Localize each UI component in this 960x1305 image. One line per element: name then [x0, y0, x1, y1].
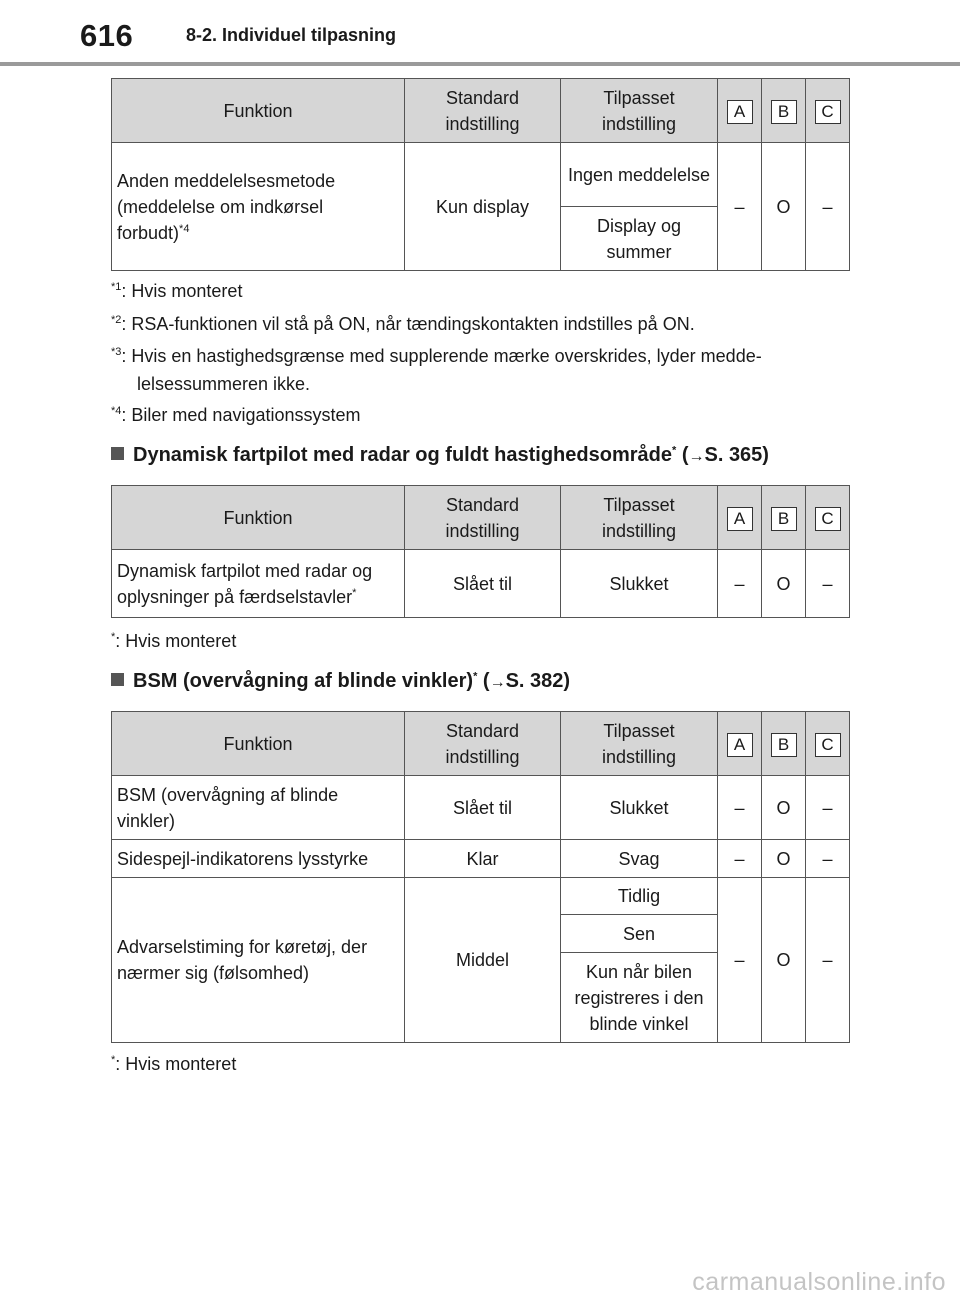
header-tilpasset: Tilpasset indstilling: [561, 486, 718, 550]
footnote-4: [111, 401, 361, 429]
settings-table-1: [111, 78, 850, 271]
footnote-mark: *: [111, 631, 116, 643]
footnote-text: : Hvis monteret: [115, 1054, 237, 1074]
header-divider: [0, 62, 960, 66]
cell-b: O: [762, 878, 806, 1043]
cell-tilpasset: Kun når bilen registreres i den blinde vinkel: [561, 953, 718, 1043]
header-b-badge: B: [771, 100, 797, 124]
header-c-badge: C: [815, 507, 841, 531]
header-funktion: Funktion: [112, 712, 405, 776]
cell-text: Dynamisk fartpilot med radar og oplysninger på færdselstavler: [117, 560, 373, 607]
footnote-star: [111, 1050, 236, 1078]
section-title: 8-2. Individuel tilpasning: [186, 25, 397, 45]
cell-a: –: [718, 143, 762, 271]
footnote-text: : Hvis en hastighedsgrænse med supplerende mærke overskrides, lyder medde-lelsessummeren ikke.: [121, 346, 762, 394]
footnote-mark: *: [671, 444, 677, 457]
section-heading-bsm: [111, 670, 570, 693]
footnote-text: : Hvis monteret: [121, 281, 243, 301]
footnote-text: : Biler med navigationssystem: [121, 405, 361, 425]
footnote-mark: *4: [179, 222, 190, 235]
header-tilpasset: Tilpasset indstilling: [561, 712, 718, 776]
header-a-badge: A: [727, 100, 753, 124]
cell-c: –: [806, 840, 850, 878]
footnote-2: [111, 310, 695, 338]
header-c-badge: C: [815, 100, 841, 124]
heading-text: BSM (overvågning af blinde vinkler): [133, 670, 474, 692]
heading-text: Dynamisk fartpilot med radar og fuldt hastighedsområde: [133, 444, 672, 466]
header-standard: Standard indstilling: [405, 79, 561, 143]
footnote-mark: *: [352, 586, 357, 599]
cell-standard: Klar: [405, 840, 561, 878]
footnote-mark: *: [111, 1054, 116, 1066]
cell-standard: Slået til: [405, 550, 561, 618]
header-standard: Standard indstilling: [405, 712, 561, 776]
cell-standard: Middel: [405, 878, 561, 1043]
cell-tilpasset: Slukket: [561, 550, 718, 618]
cell-tilpasset: Svag: [561, 840, 718, 878]
footnote-mark: *: [473, 670, 478, 683]
cell-a: –: [718, 840, 762, 878]
header-b-badge: B: [771, 507, 797, 531]
cell-a: –: [718, 550, 762, 618]
table-row-funktion: BSM (overvågning af blinde vinkler): [112, 776, 405, 840]
footnote-3: [111, 342, 877, 398]
page-reference-link[interactable]: S. 382): [505, 670, 571, 692]
footnote-text: : Hvis monteret: [115, 631, 237, 651]
header-b-badge: B: [771, 733, 797, 757]
cell-b: O: [762, 143, 806, 271]
footnote-text: : RSA-funktionen vil stå på ON, når tændingskontakten indstilles på ON.: [121, 314, 695, 334]
cell-c: –: [806, 550, 850, 618]
heading-paren: (: [477, 670, 490, 692]
footnote-star: [111, 627, 236, 655]
bullet-square-icon: [111, 673, 124, 686]
cell-standard: Slået til: [405, 776, 561, 840]
table-row-funktion: [112, 550, 405, 618]
cell-c: –: [806, 878, 850, 1043]
header-c-badge: C: [815, 733, 841, 757]
arrow-icon: →: [688, 448, 705, 465]
cell-a: –: [718, 878, 762, 1043]
cell-tilpasset: Ingen meddelelse: [561, 143, 718, 207]
settings-table-2: [111, 485, 850, 618]
cell-c: –: [806, 776, 850, 840]
cell-standard: Kun display: [405, 143, 561, 271]
cell-b: O: [762, 840, 806, 878]
footnote-mark: *1: [111, 281, 122, 293]
header-funktion: Funktion: [112, 486, 405, 550]
header-a-badge: A: [727, 507, 753, 531]
cell-tilpasset: Display og summer: [561, 207, 718, 271]
cell-a: –: [718, 776, 762, 840]
header-standard: Standard indstilling: [405, 486, 561, 550]
table-row-funktion: Advarselstiming for køretøj, der nærmer sig (følsomhed): [112, 878, 405, 1043]
table-row-funktion: [112, 143, 405, 271]
header-funktion: Funktion: [112, 79, 405, 143]
footnote-mark: *3: [111, 346, 122, 358]
cell-tilpasset: Tidlig: [561, 878, 718, 915]
page-reference-link[interactable]: S. 365): [704, 444, 769, 466]
cell-b: O: [762, 550, 806, 618]
watermark: carmanualsonline.info: [692, 1268, 946, 1296]
header-tilpasset: Tilpasset indstilling: [561, 79, 718, 143]
heading-paren: (: [676, 444, 689, 466]
header-a-badge: A: [727, 733, 753, 757]
cell-b: O: [762, 776, 806, 840]
bullet-square-icon: [111, 447, 124, 460]
footnote-1: [111, 277, 242, 305]
cell-tilpasset: Slukket: [561, 776, 718, 840]
settings-table-3: [111, 711, 850, 1043]
footnote-mark: *2: [111, 314, 122, 326]
table-row-funktion: Sidespejl-indikatorens lysstyrke: [112, 840, 405, 878]
arrow-icon: →: [489, 674, 506, 691]
section-heading-acc: [111, 444, 769, 467]
footnote-mark: *4: [111, 405, 122, 417]
cell-c: –: [806, 143, 850, 271]
page-number: 616: [80, 18, 134, 53]
cell-tilpasset: Sen: [561, 915, 718, 953]
cell-text: Anden meddelelsesmetode (meddelelse om indkørsel forbudt): [117, 170, 336, 243]
